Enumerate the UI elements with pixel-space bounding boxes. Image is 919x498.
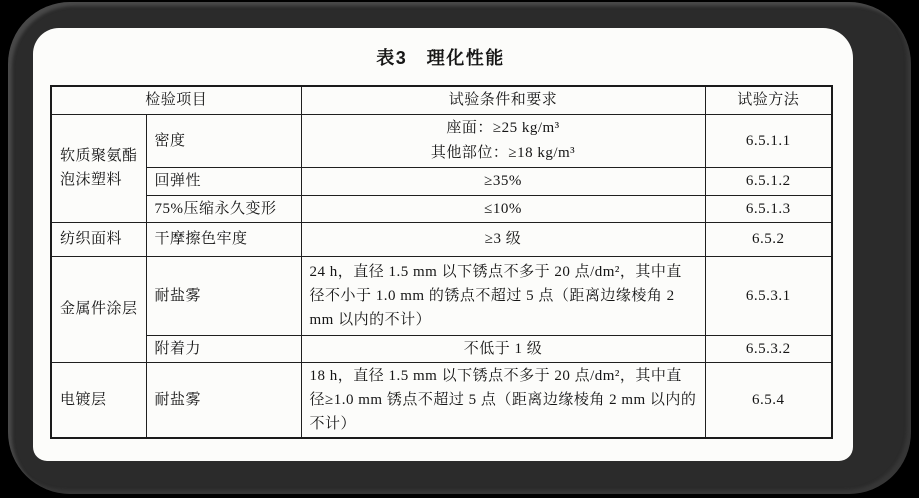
cell-group-textile: 纺织面料 [51,222,146,256]
req-density-other: 其他部位：≥18 kg/m³ [430,144,576,161]
table-title: 表3 理化性能 [376,48,505,68]
cell-req-color-fastness: ≥3 级 [301,222,705,256]
cell-req-salt-spray-plating: 18 h，直径 1.5 mm 以下锈点不多于 20 点/dm²，其中直径≥1.0 mm 锈点不超过 5 点（距离边缘棱角 2 mm 以内的不计） [301,362,705,438]
cell-req-density [301,114,705,167]
cell-item-resilience: 回弹性 [146,167,301,195]
cell-method-color-fastness: 6.5.2 [705,222,832,256]
cell-method-compression-set: 6.5.1.3 [705,195,832,222]
cell-item-density: 密度 [146,114,301,167]
cell-req-salt-spray-coating: 24 h，直径 1.5 mm 以下锈点不多于 20 点/dm²，其中直径不小于 1.0 mm 的锈点不超过 5 点（距离边缘棱角 2 mm 以内的不计） [301,256,705,335]
cell-req-resilience: ≥35% [301,167,705,195]
header-test-conditions: 试验条件和要求 [301,86,705,114]
header-test-method: 试验方法 [705,86,832,114]
req-density-seat: 座面：≥25 kg/m³ [446,119,560,136]
cell-method-adhesion: 6.5.3.2 [705,335,832,362]
table-header-row [51,86,832,114]
cell-group-electroplating: 电镀层 [51,362,146,438]
table-row-adhesion [51,335,832,362]
cell-req-compression-set: ≤10% [301,195,705,222]
cell-req-adhesion: 不低于 1 级 [301,335,705,362]
cell-item-compression-set: 75%压缩永久变形 [146,195,301,222]
header-inspection-item: 检验项目 [51,86,301,114]
table-row-compression-set [51,195,832,222]
cell-method-salt-spray-plating: 6.5.4 [705,362,832,438]
cell-item-color-fastness: 干摩擦色牢度 [146,222,301,256]
table-row-density [51,114,832,167]
spec-table [50,85,833,439]
cell-method-density: 6.5.1.1 [705,114,832,167]
document-page [33,28,853,461]
table-row-resilience [51,167,832,195]
table-row-salt-spray-coating [51,256,832,335]
cell-group-foam: 软质聚氨酯泡沫塑料 [51,114,146,222]
table-row-color-fastness [51,222,832,256]
cell-item-salt-spray-coating: 耐盐雾 [146,256,301,335]
cell-method-resilience: 6.5.1.2 [705,167,832,195]
cell-item-salt-spray-plating: 耐盐雾 [146,362,301,438]
cell-method-salt-spray-coating: 6.5.3.1 [705,256,832,335]
cell-group-metal-coating: 金属件涂层 [51,256,146,362]
cell-item-adhesion: 附着力 [146,335,301,362]
table-row-salt-spray-plating [51,362,832,438]
